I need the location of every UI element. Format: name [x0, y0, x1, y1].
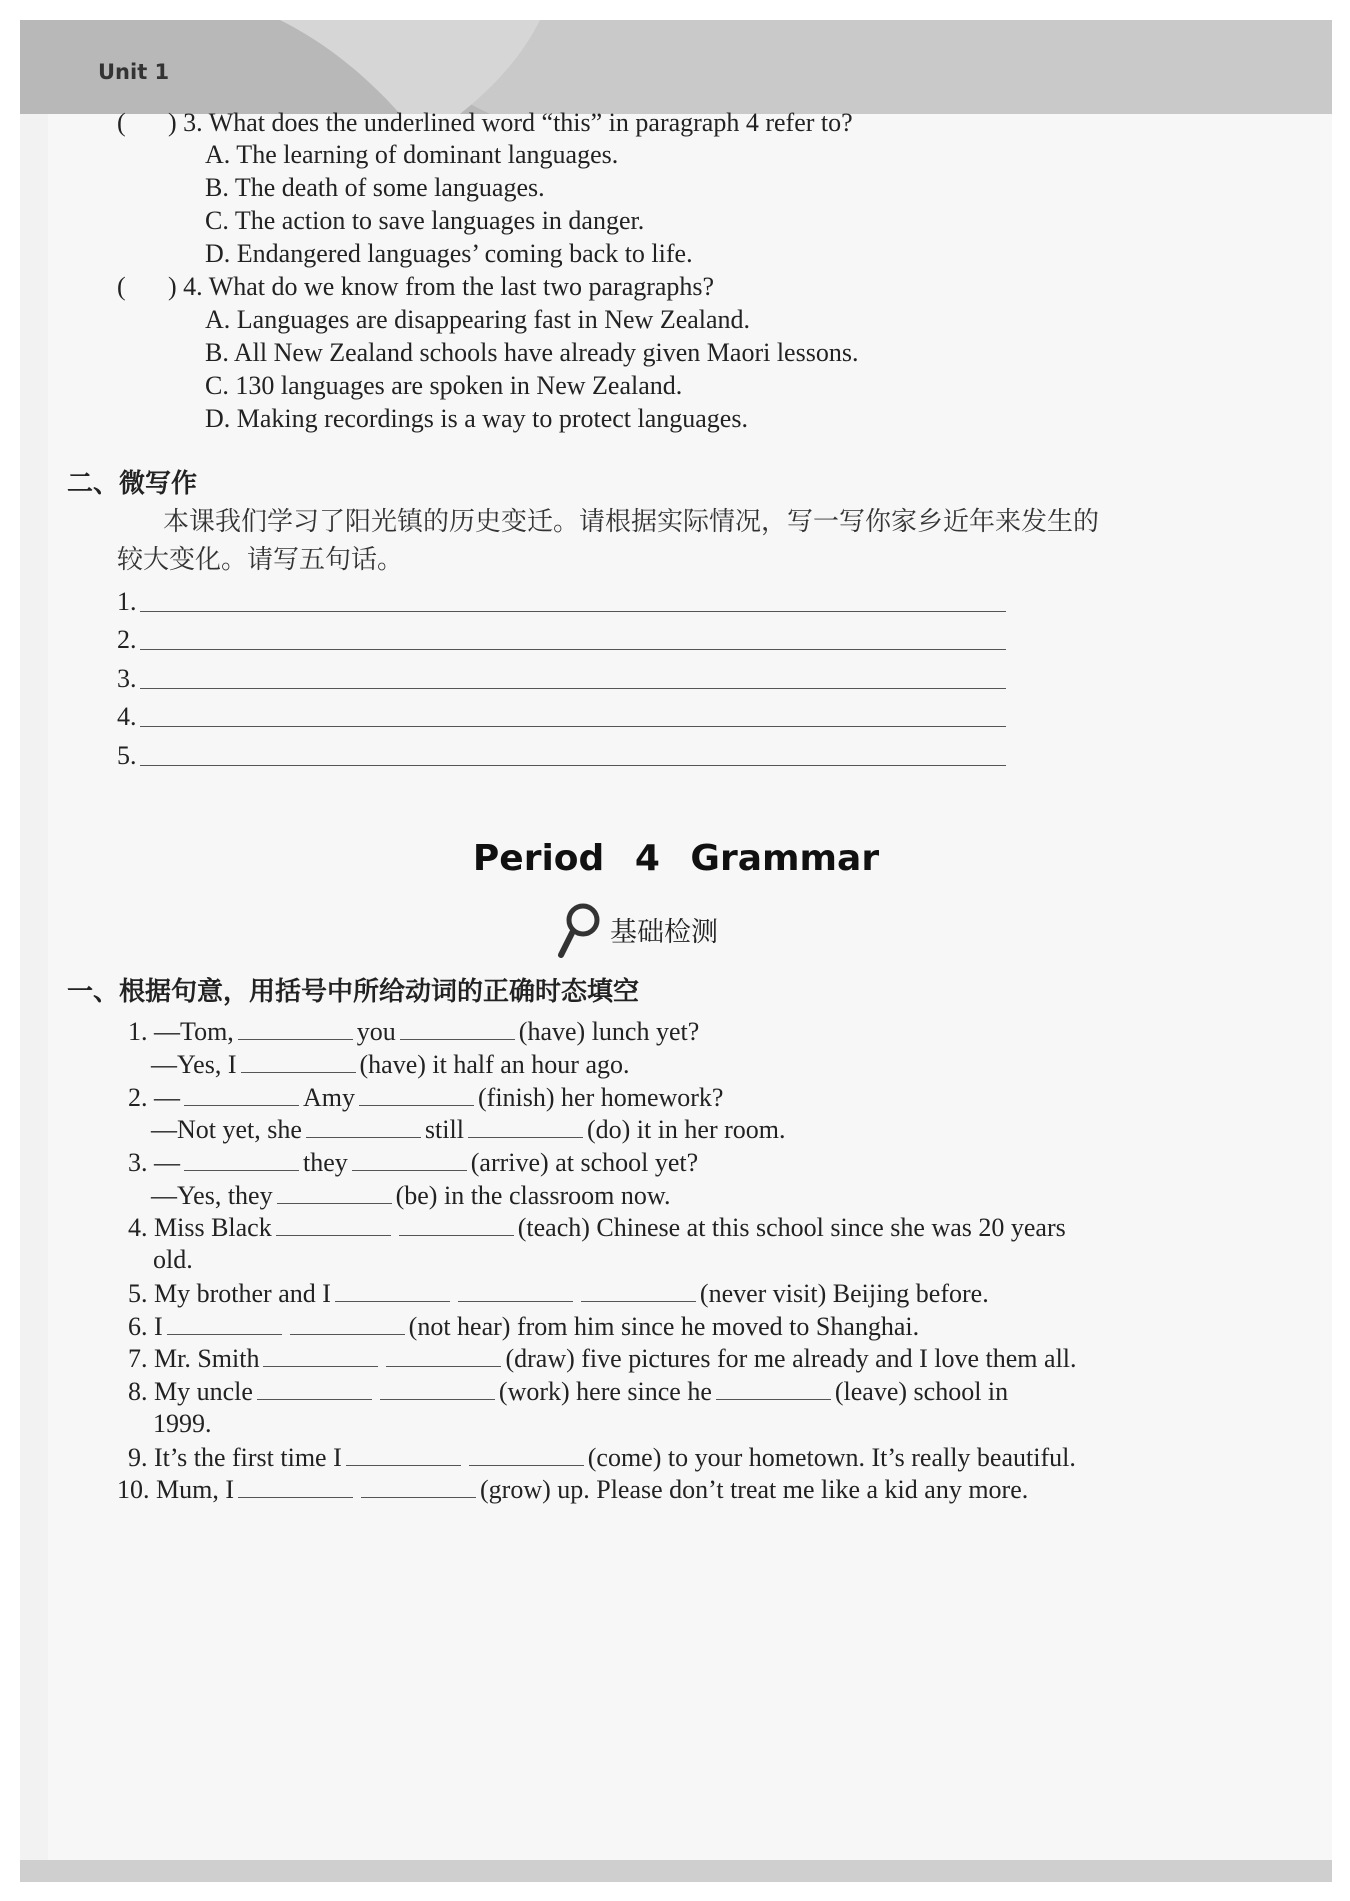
blank[interactable] [238, 1015, 353, 1040]
question-3-stem: ) 3. What does the underlined word “this” in paragraph 4 refer to? [168, 108, 853, 137]
grammar-item-2b: —Not yet, she still (do) it in her room. [151, 1115, 786, 1144]
q4-option-d: D. Making recordings is a way to protect languages. [205, 404, 748, 433]
magnifier-icon [555, 900, 603, 965]
writing-number-4: 4. [117, 702, 137, 731]
q3-option-b: B. The death of some languages. [205, 173, 545, 202]
writing-number-5: 5. [117, 741, 137, 770]
writing-line-2[interactable] [140, 649, 1006, 650]
blank[interactable] [290, 1310, 405, 1335]
question-4-stem: ) 4. What do we know from the last two paragraphs? [168, 272, 715, 301]
blank[interactable] [346, 1441, 461, 1466]
grammar-item-4: 4. Miss Black (teach) Chinese at this school since she was 20 years [128, 1213, 1066, 1242]
answer-bracket-q3[interactable]: ( [117, 108, 126, 137]
grammar-item-3b: —Yes, they (be) in the classroom now. [151, 1181, 671, 1210]
grammar-item-2a: 2. — Amy (finish) her homework? [128, 1083, 724, 1112]
blank[interactable] [469, 1441, 584, 1466]
blank[interactable] [400, 1015, 515, 1040]
footer-band [20, 1860, 1332, 1882]
writing-number-2: 2. [117, 625, 137, 654]
blank[interactable] [399, 1211, 514, 1236]
section-tag: 基础检测 [610, 917, 718, 948]
blank[interactable] [468, 1113, 583, 1138]
q4-option-b: B. All New Zealand schools have already given Maori lessons. [205, 338, 859, 367]
blank[interactable] [335, 1277, 450, 1302]
grammar-item-8-cont: 1999. [153, 1409, 212, 1438]
blank[interactable] [359, 1081, 474, 1106]
grammar-item-4-cont: old. [153, 1245, 193, 1274]
blank[interactable] [184, 1081, 299, 1106]
q4-option-c: C. 130 languages are spoken in New Zealand. [205, 371, 683, 400]
grammar-heading: 一、根据句意，用括号中所给动词的正确时态填空 [67, 977, 640, 1007]
blank[interactable] [380, 1375, 495, 1400]
grammar-item-5: 5. My brother and I (never visit) Beijing before. [128, 1279, 989, 1308]
grammar-item-6: 6. I (not hear) from him since he moved to Shanghai. [128, 1312, 920, 1341]
writing-number-3: 3. [117, 664, 137, 693]
blank[interactable] [458, 1277, 573, 1302]
blank[interactable] [263, 1342, 378, 1367]
q3-option-c: C. The action to save languages in danger. [205, 206, 645, 235]
writing-prompt-line-1: 本课我们学习了阳光镇的历史变迁。请根据实际情况，写一写你家乡近年来发生的 [163, 507, 1100, 537]
grammar-item-3a: 3. — they (arrive) at school yet? [128, 1148, 699, 1177]
blank[interactable] [716, 1375, 831, 1400]
period-title: Period 4 Grammar [472, 838, 880, 879]
grammar-item-1b: —Yes, I (have) it half an hour ago. [151, 1050, 630, 1079]
answer-bracket-q4[interactable]: ( [117, 272, 126, 301]
writing-line-1[interactable] [140, 611, 1006, 612]
grammar-item-1a: 1. —Tom, you (have) lunch yet? [128, 1017, 700, 1046]
writing-heading: 二、微写作 [67, 469, 198, 499]
blank[interactable] [386, 1342, 501, 1367]
q3-option-a: A. The learning of dominant languages. [205, 140, 619, 169]
grammar-item-8: 8. My uncle (work) here since he (leave) school in [128, 1377, 1009, 1406]
blank[interactable] [184, 1146, 299, 1171]
grammar-item-10: 10. Mum, I (grow) up. Please don’t treat me like a kid any more. [117, 1475, 1029, 1504]
q3-option-d: D. Endangered languages’ coming back to life. [205, 239, 693, 268]
blank[interactable] [581, 1277, 696, 1302]
worksheet-page [20, 20, 1332, 1882]
blank[interactable] [361, 1473, 476, 1498]
blank[interactable] [352, 1146, 467, 1171]
grammar-item-7: 7. Mr. Smith (draw) five pictures for me already and I love them all. [128, 1344, 1077, 1373]
blank[interactable] [257, 1375, 372, 1400]
writing-line-3[interactable] [140, 688, 1006, 689]
blank[interactable] [241, 1048, 356, 1073]
blank[interactable] [277, 1179, 392, 1204]
blank[interactable] [276, 1211, 391, 1236]
header-decoration [20, 20, 1332, 114]
unit-label: Unit 1 [98, 60, 170, 84]
writing-line-5[interactable] [140, 765, 1006, 766]
blank[interactable] [306, 1113, 421, 1138]
writing-number-1: 1. [117, 587, 137, 616]
blank[interactable] [167, 1310, 282, 1335]
writing-prompt-line-2: 较大变化。请写五句话。 [117, 545, 404, 575]
writing-line-4[interactable] [140, 726, 1006, 727]
q4-option-a: A. Languages are disappearing fast in New Zealand. [205, 305, 751, 334]
grammar-item-9: 9. It’s the first time I (come) to your hometown. It’s really beautiful. [128, 1443, 1076, 1472]
blank[interactable] [238, 1473, 353, 1498]
